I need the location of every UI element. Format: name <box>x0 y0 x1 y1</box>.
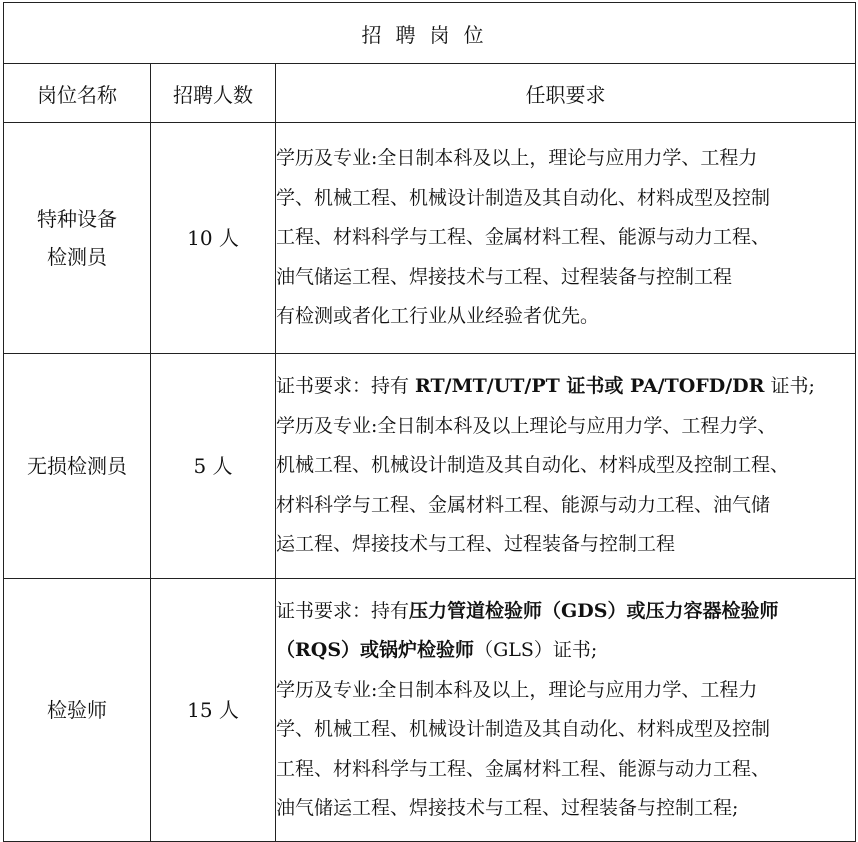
header-headcount: 招聘人数 <box>151 64 276 123</box>
header-row <box>4 64 856 123</box>
table-row <box>4 123 856 354</box>
position-name-line: 检测员 <box>47 245 107 269</box>
requirement-line: 学历及专业:全日制本科及以上，理论与应用力学、工程力 <box>276 678 758 701</box>
recruitment-table <box>3 2 856 842</box>
header-position-name: 岗位名称 <box>4 64 151 123</box>
certificate-suffix: （GLS）证书; <box>474 639 598 661</box>
requirement-line: 运工程、焊接技术与工程、过程装备与控制工程 <box>276 533 676 556</box>
position-name-cell <box>4 579 151 842</box>
requirements-cell <box>276 123 856 354</box>
position-name-line: 无损检测员 <box>27 454 127 478</box>
requirement-line: 材料科学与工程、金属材料工程、能源与动力工程、油气储 <box>276 493 771 516</box>
certificate-prefix: 证书要求：持有 <box>276 375 416 398</box>
position-name-line: 检验师 <box>47 698 107 722</box>
table-title: 招聘岗位 <box>4 3 856 64</box>
certificate-names: 压力管道检验师（GDS）或压力容器检验师 <box>409 599 779 622</box>
requirement-line: 油气储运工程、焊接技术与工程、过程装备与控制工程; <box>276 797 739 819</box>
certificate-suffix: 证书; <box>764 375 815 398</box>
requirement-line: 学、机械工程、机械设计制造及其自动化、材料成型及控制 <box>276 186 771 209</box>
certificate-line <box>276 631 855 671</box>
headcount-cell: 15 人 <box>151 579 276 842</box>
position-name-cell <box>4 354 151 579</box>
table-title-row <box>4 3 856 64</box>
certificate-line <box>276 592 855 632</box>
headcount-cell: 5 人 <box>151 354 276 579</box>
requirement-line: 工程、材料科学与工程、金属材料工程、能源与动力工程、 <box>276 757 771 780</box>
table-row <box>4 354 856 579</box>
requirement-line: 学历及专业:全日制本科及以上，理论与应用力学、工程力 <box>276 147 758 170</box>
headcount-cell: 10 人 <box>151 123 276 354</box>
position-name-line: 特种设备 <box>37 207 117 231</box>
position-name-cell <box>4 123 151 354</box>
certificate-line <box>276 367 855 407</box>
header-requirements: 任职要求 <box>276 64 856 123</box>
requirement-line: 油气储运工程、焊接技术与工程、过程装备与控制工程 <box>276 265 733 288</box>
certificate-names: （RQS）或锅炉检验师 <box>276 639 475 661</box>
certificate-prefix: 证书要求：持有 <box>276 599 410 622</box>
requirements-cell <box>276 354 856 579</box>
certificate-names: RT/MT/UT/PT 证书或 PA/TOFD/DR <box>415 375 765 398</box>
requirement-line: 机械工程、机械设计制造及其自动化、材料成型及控制工程、 <box>276 454 790 477</box>
requirements-cell <box>276 579 856 842</box>
requirement-line: 有检测或者化工行业从业经验者优先。 <box>276 305 600 328</box>
requirement-line: 学、机械工程、机械设计制造及其自动化、材料成型及控制 <box>276 718 771 740</box>
requirement-line: 工程、材料科学与工程、金属材料工程、能源与动力工程、 <box>276 226 771 249</box>
table-row <box>4 579 856 842</box>
requirement-line: 学历及专业:全日制本科及以上理论与应用力学、工程力学、 <box>276 414 777 437</box>
